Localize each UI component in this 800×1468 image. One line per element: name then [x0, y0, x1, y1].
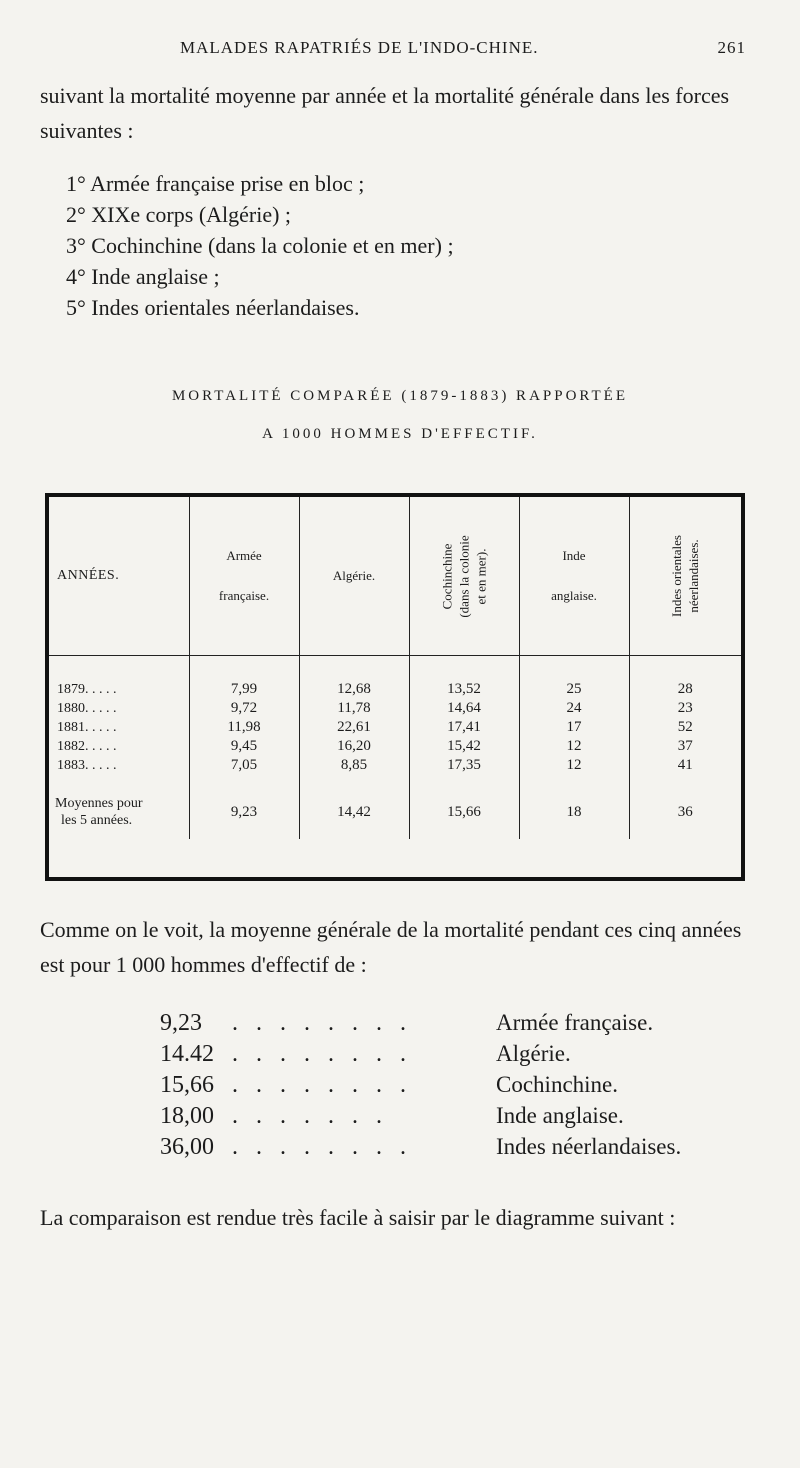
list-item	[160, 1041, 760, 1072]
cell-algerie: 14,42	[299, 775, 409, 839]
averages-list	[160, 1010, 760, 1165]
force-name: Indes néerlandaises.	[496, 1134, 682, 1159]
average-value: 36,00	[160, 1134, 214, 1160]
header-indes	[629, 497, 741, 656]
table-row	[49, 718, 741, 737]
average-value: 18,00	[160, 1103, 214, 1129]
mortality-table	[45, 493, 745, 881]
cell-year: 1880. . . . .	[57, 701, 117, 716]
cell-armee: 9,45	[189, 737, 299, 756]
table-spacer	[49, 656, 741, 681]
cell-algerie: 16,20	[299, 737, 409, 756]
list-item: 5° Indes orientales néerlandaises.	[66, 295, 360, 320]
table-row	[49, 699, 741, 718]
summary-paragraph: Comme on le voit, la moyenne générale de la mortalité pendant ces cinq années est pour 1 000 hommes d'effectif de :	[40, 917, 742, 977]
header-algerie: Algérie.	[299, 497, 409, 656]
header-cochinchine-line1: Cochinchine	[439, 543, 455, 609]
cell-armee: 7,05	[189, 756, 299, 775]
table-row	[49, 756, 741, 775]
cell-year: 1881. . . . .	[57, 720, 117, 735]
force-name: Armée française.	[496, 1010, 654, 1035]
cell-cochinchine: 17,41	[409, 718, 519, 737]
average-label-line1: Moyennes pour	[55, 796, 143, 811]
cell-indes: 23	[629, 699, 741, 718]
cell-indes: 28	[629, 680, 741, 699]
header-cochinchine	[409, 497, 519, 656]
cell-inde: 12	[519, 737, 629, 756]
cell-algerie: 8,85	[299, 756, 409, 775]
cell-year: 1883. . . . .	[57, 758, 117, 773]
header-inde-line2: anglaise.	[551, 588, 597, 603]
cell-year: 1879. . . . .	[57, 682, 117, 697]
closing-paragraph: La comparaison est rendue très facile à saisir par le diagramme suivant :	[40, 1205, 676, 1230]
list-item: 3° Cochinchine (dans la colonie et en mer) ;	[66, 233, 454, 258]
list-item: 1° Armée française prise en bloc ;	[66, 171, 365, 196]
average-value: 14.42	[160, 1041, 214, 1067]
table-title-line1: MORTALITÉ COMPARÉE (1879-1883) RAPPORTÉE	[171, 388, 629, 404]
average-value: 15,66	[160, 1072, 214, 1098]
cell-average-label	[49, 775, 189, 839]
leader-dots: . . . . . . . .	[232, 1134, 412, 1160]
table-row	[49, 680, 741, 699]
cell-algerie: 11,78	[299, 699, 409, 718]
cell-algerie: 12,68	[299, 680, 409, 699]
header-cochinchine-line2: (dans la colonie	[456, 534, 472, 618]
cell-inde: 12	[519, 756, 629, 775]
list-item	[160, 1134, 760, 1165]
header-indes-line1: Indes orientales	[669, 535, 685, 617]
cell-inde: 17	[519, 718, 629, 737]
forces-list	[66, 168, 454, 323]
leader-dots: . . . . . . . .	[232, 1010, 412, 1036]
cell-inde: 25	[519, 680, 629, 699]
running-head	[180, 38, 746, 58]
cell-indes: 37	[629, 737, 741, 756]
cell-indes: 52	[629, 718, 741, 737]
intro-paragraph: suivant la mortalité moyenne par année et la mortalité générale dans les forces suivantes :	[40, 83, 730, 143]
header-annees: ANNÉES.	[49, 497, 189, 656]
cell-armee: 7,99	[189, 680, 299, 699]
table-average-row	[49, 775, 741, 839]
cell-year: 1882. . . . .	[57, 739, 117, 754]
list-item: 2° XIXe corps (Algérie) ;	[66, 202, 292, 227]
header-armee-line1: Armée	[226, 548, 262, 563]
cell-cochinchine: 13,52	[409, 680, 519, 699]
table-header-row	[49, 497, 741, 656]
cell-armee: 9,23	[189, 775, 299, 839]
average-label-line2: les 5 années.	[61, 813, 133, 828]
list-item	[160, 1103, 760, 1134]
header-armee-line2: française.	[218, 588, 270, 603]
header-inde-line1: Inde	[562, 548, 586, 563]
cell-cochinchine: 15,42	[409, 737, 519, 756]
leader-dots: . . . . . . . .	[232, 1041, 412, 1067]
cell-cochinchine: 17,35	[409, 756, 519, 775]
cell-armee: 11,98	[189, 718, 299, 737]
leader-dots: . . . . . . . .	[232, 1072, 412, 1098]
cell-cochinchine: 14,64	[409, 699, 519, 718]
force-name: Algérie.	[496, 1041, 571, 1066]
page-number: 261	[717, 38, 746, 57]
header-indes-line2: néerlandaises.	[686, 539, 702, 613]
header-armee	[189, 497, 299, 656]
force-name: Cochinchine.	[496, 1072, 618, 1097]
header-inde	[519, 497, 629, 656]
list-item	[160, 1072, 760, 1103]
cell-indes: 36	[629, 775, 741, 839]
running-head-title: MALADES RAPATRIÉS DE L'INDO-CHINE.	[180, 38, 539, 57]
average-value: 9,23	[160, 1010, 202, 1036]
cell-cochinchine: 15,66	[409, 775, 519, 839]
cell-algerie: 22,61	[299, 718, 409, 737]
header-cochinchine-line3: et en mer).	[473, 548, 489, 604]
cell-armee: 9,72	[189, 699, 299, 718]
list-item: 4° Inde anglaise ;	[66, 264, 220, 289]
list-item	[160, 1010, 760, 1041]
table-title-line2: A 1000 HOMMES D'EFFECTIF.	[262, 426, 538, 442]
force-name: Inde anglaise.	[496, 1103, 624, 1128]
table-row	[49, 737, 741, 756]
leader-dots: . . . . . . .	[232, 1103, 388, 1129]
cell-inde: 24	[519, 699, 629, 718]
cell-inde: 18	[519, 775, 629, 839]
cell-indes: 41	[629, 756, 741, 775]
